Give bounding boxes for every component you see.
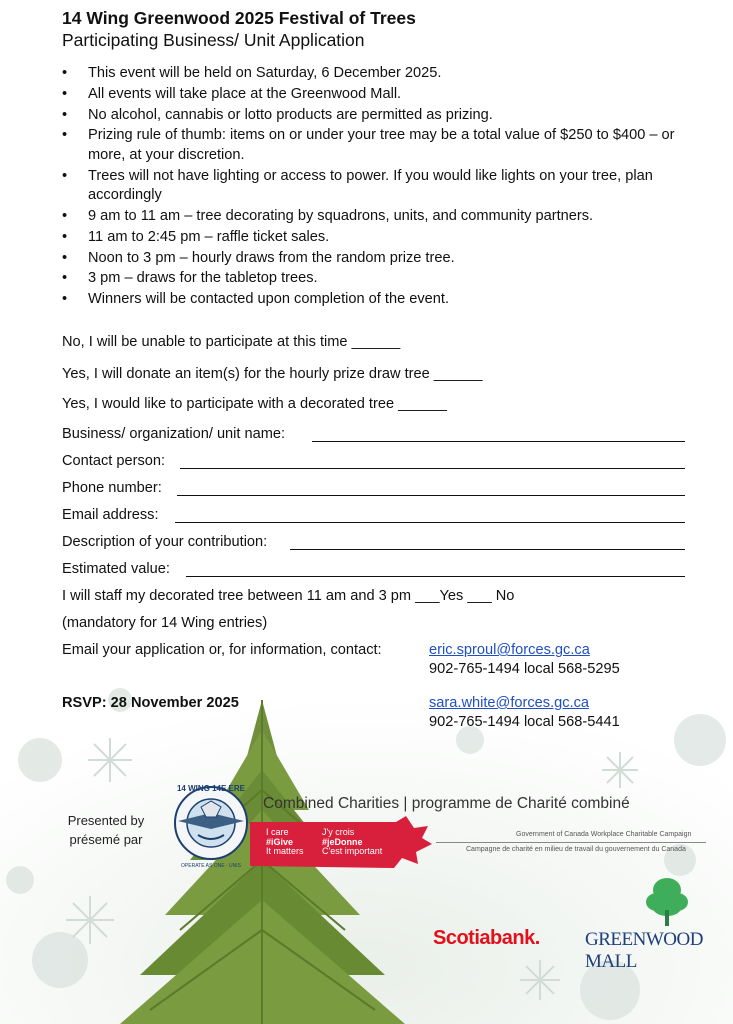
list-item: • Winners will be contacted upon completion of the event. bbox=[60, 290, 700, 310]
option-donate[interactable]: Yes, I will donate an item(s) for the hourly prize draw tree ______ bbox=[62, 366, 483, 382]
page-subtitle: Participating Business/ Unit Application bbox=[62, 30, 365, 50]
phone-number-field[interactable] bbox=[177, 495, 685, 496]
email-address-label: Email address: bbox=[62, 507, 159, 523]
list-item: • 11 am to 2:45 pm – raffle ticket sales. bbox=[60, 228, 700, 248]
list-item: • 9 am to 11 am – tree decorating by squadrons, units, and community partners. bbox=[60, 207, 700, 227]
list-item: • This event will be held on Saturday, 6 December 2025. bbox=[60, 64, 700, 84]
contact-person-label: Contact person: bbox=[62, 453, 166, 469]
phone-number-label: Phone number: bbox=[62, 480, 162, 496]
staff-tree-question[interactable]: I will staff my decorated tree between 11 am and 3 pm ___Yes ___ No bbox=[62, 588, 515, 604]
greenwood-mall-tree-icon bbox=[645, 876, 689, 926]
contribution-description-field[interactable] bbox=[290, 549, 685, 550]
staff-tree-note: (mandatory for 14 Wing entries) bbox=[62, 615, 268, 631]
event-details-list bbox=[60, 64, 700, 311]
contact-person-field[interactable] bbox=[180, 468, 685, 469]
business-name-label: Business/ organization/ unit name: bbox=[62, 426, 286, 442]
i-give-text: #iGive bbox=[266, 836, 294, 847]
it-matters-text: It matters bbox=[266, 846, 304, 856]
option-unable[interactable]: No, I will be unable to participate at this time ______ bbox=[62, 334, 401, 350]
business-name-field[interactable] bbox=[312, 441, 685, 442]
estimated-value-label: Estimated value: bbox=[62, 561, 170, 577]
presented-by bbox=[62, 811, 150, 849]
contact-instructions: Email your application or, for information, contact: bbox=[62, 642, 382, 658]
email-link-eric[interactable]: eric.sproul@forces.gc.ca bbox=[429, 642, 590, 658]
list-item: • 3 pm – draws for the tabletop trees. bbox=[60, 269, 700, 289]
jy-crois-tagline bbox=[322, 828, 382, 857]
list-item: • Trees will not have lighting or access to power. If you would like lights on your tree, plan accordingly bbox=[60, 167, 700, 206]
greenwood-mall-logo: GREENWOOD MALL bbox=[585, 929, 703, 972]
option-decorated-tree[interactable]: Yes, I would like to participate with a decorated tree ______ bbox=[62, 396, 447, 412]
rsvp-date: RSVP: 28 November 2025 bbox=[62, 695, 239, 711]
14-wing-badge-logo bbox=[168, 777, 254, 873]
contribution-description-label: Description of your contribution: bbox=[62, 534, 268, 550]
list-item: • All events will take place at the Greenwood Mall. bbox=[60, 85, 700, 105]
phone-sara: 902-765-1494 local 568-5441 bbox=[429, 714, 620, 730]
cest-important-text: C'est important bbox=[322, 846, 383, 856]
list-item: • No alcohol, cannabis or lotto products are permitted as prizing. bbox=[60, 106, 700, 126]
page-title: 14 Wing Greenwood 2025 Festival of Trees bbox=[62, 8, 416, 28]
jy-crois-text: J'y crois bbox=[322, 827, 355, 837]
combined-charities-title: Combined Charities | programme de Charité combiné bbox=[263, 795, 630, 812]
scotiabank-logo: Scotiabank. bbox=[433, 927, 540, 949]
contact-block-2 bbox=[429, 694, 620, 732]
email-address-field[interactable] bbox=[175, 522, 685, 523]
je-donne-text: #jeDonne bbox=[322, 836, 363, 847]
email-link-sara[interactable]: sara.white@forces.gc.ca bbox=[429, 695, 590, 711]
list-item: • Noon to 3 pm – hourly draws from the random prize tree. bbox=[60, 249, 700, 269]
i-care-tagline bbox=[266, 828, 304, 857]
svg-text:OPERATE AS ONE · UNIS: OPERATE AS ONE · UNIS bbox=[181, 863, 241, 869]
phone-eric: 902-765-1494 local 568-5295 bbox=[429, 661, 620, 677]
list-item: • Prizing rule of thumb: items on or under your tree may be a total value of $250 to $400 – or more, at your discretion. bbox=[60, 126, 700, 165]
presented-by-fr: présemé par bbox=[69, 832, 143, 847]
contact-block-1 bbox=[429, 641, 620, 679]
presented-by-en: Presented by bbox=[67, 813, 145, 828]
divider bbox=[436, 842, 706, 843]
gov-campaign-fr: Campagne de charité en milieu de travail du gouvernement du Canada bbox=[466, 846, 686, 853]
i-care-text: I care bbox=[266, 827, 289, 837]
svg-text:14 WING 14E ERE: 14 WING 14E ERE bbox=[176, 784, 246, 793]
gov-campaign-en: Government of Canada Workplace Charitable Campaign bbox=[516, 831, 692, 838]
estimated-value-field[interactable] bbox=[186, 576, 685, 577]
